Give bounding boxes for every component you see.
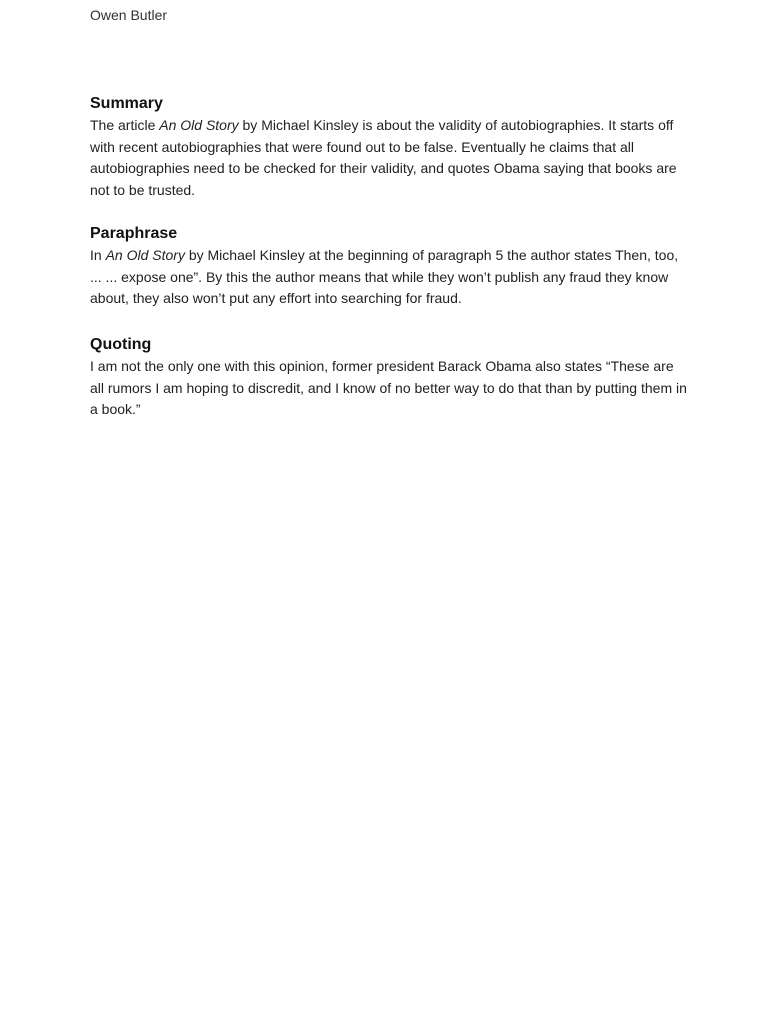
paraphrase-article-title: An Old Story (105, 247, 185, 263)
paraphrase-paragraph (90, 245, 690, 310)
paraphrase-heading: Paraphrase (90, 225, 178, 242)
quoting-paragraph: I am not the only one with this opinion, former president Barack Obama also states “These are all rumors I am hoping to discredit, and I know of no better way to do that than by putting them in a book.” (90, 358, 687, 417)
paraphrase-text-post: by Michael Kinsley at the beginning of paragraph 5 the author states Then, too, ... ... expose one”. By this the author means that while they won’t publish any fraud they know about, they also won’t put any effort into searching for fraud. (90, 247, 679, 306)
summary-paragraph (90, 115, 690, 201)
summary-text-post: by Michael Kinsley is about the validity of autobiographies. It starts off with recent autobiographies that were found out to be false. Eventually he claims that all autobiographies need to be checked for their validity, and quotes Obama saying that books are not to be trusted. (90, 117, 677, 198)
summary-text-pre: The article (90, 117, 160, 133)
summary-section (90, 93, 690, 201)
author-name: Owen Butler (90, 7, 168, 23)
quoting-heading: Quoting (90, 336, 152, 353)
paraphrase-text-pre: In (90, 247, 106, 263)
summary-article-title: An Old Story (159, 117, 239, 133)
paraphrase-section (90, 223, 690, 310)
quoting-section (90, 334, 690, 421)
summary-heading: Summary (90, 95, 163, 112)
